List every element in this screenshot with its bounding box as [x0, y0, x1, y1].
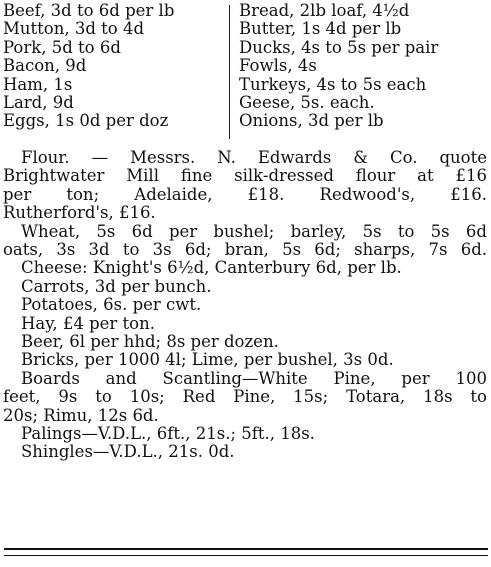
- price-item: Geese, 5s. each.: [239, 92, 375, 112]
- palings-line: Palings—V.D.L., 6ft., 21s.; 5ft., 18s.: [21, 423, 315, 443]
- price-item: Butter, 1s 4d per lb: [239, 19, 402, 39]
- price-item: Lard, 9d: [3, 92, 74, 112]
- price-item: Onions, 3d per lb: [239, 111, 384, 131]
- paragraph-line: Wheat, 5s 6d per bushel; barley, 5s to 5s 6d: [21, 221, 487, 241]
- price-item: Turkeys, 4s to 5s each: [239, 74, 427, 94]
- price-item: Fowls, 4s: [239, 56, 317, 76]
- price-item: Pork, 5d to 6d: [3, 37, 121, 57]
- wheat-paragraph: [3, 223, 487, 260]
- price-item: Beef, 3d to 6d per lb: [3, 1, 175, 20]
- cheese-line: Cheese: Knight's 6½d, Canterbury 6d, per lb.: [21, 258, 402, 278]
- price-item: Bacon, 9d: [3, 56, 87, 76]
- price-item: Mutton, 3d to 4d: [3, 19, 145, 39]
- price-item: Eggs, 1s 0d per doz: [3, 111, 169, 131]
- paragraph-line: Flour. — Messrs. N. Edwards & Co. quote: [21, 148, 487, 167]
- carrots-line: Carrots, 3d per bunch.: [21, 276, 212, 296]
- section-rule: [4, 548, 488, 550]
- flour-paragraph: [3, 149, 487, 223]
- shingles-line: Shingles—V.D.L., 21s. 0d.: [21, 442, 235, 462]
- paragraph-line: Boards and Scantling—White Pine, per 100: [21, 368, 487, 388]
- price-item: Ham, 1s: [3, 74, 73, 94]
- column-divider: [229, 5, 230, 139]
- paragraph-line: oats, 3s 3d to 3s 6d; bran, 5s 6d; sharps, 7s 6d.: [3, 239, 487, 259]
- paragraph-line: Rutherford's, £16.: [3, 203, 156, 223]
- price-item: Ducks, 4s to 5s per pair: [239, 37, 439, 57]
- beer-line: Beer, 6l per hhd; 8s per dozen.: [21, 331, 279, 351]
- paragraph-line: feet, 9s to 10s; Red Pine, 15s; Totara, 18s to: [3, 387, 487, 407]
- price-item: Bread, 2lb loaf, 4½d: [239, 1, 410, 20]
- potatoes-line: Potatoes, 6s. per cwt.: [21, 295, 202, 315]
- price-column-left: [3, 2, 227, 131]
- paragraph-line: Brightwater Mill fine silk-dressed flour at £16: [3, 166, 487, 186]
- section-rule-thin: [4, 555, 488, 556]
- price-list: [3, 2, 487, 149]
- paragraph-line: per ton; Adelaide, £18. Redwood's, £16.: [3, 184, 487, 204]
- boards-paragraph: [3, 370, 487, 425]
- price-column-right: [239, 2, 489, 131]
- hay-line: Hay, £4 per ton.: [21, 313, 155, 333]
- paragraph-line: 20s; Rimu, 12s 6d.: [3, 405, 159, 425]
- bricks-line: Bricks, per 1000 4l; Lime, per bushel, 3s 0d.: [21, 350, 394, 370]
